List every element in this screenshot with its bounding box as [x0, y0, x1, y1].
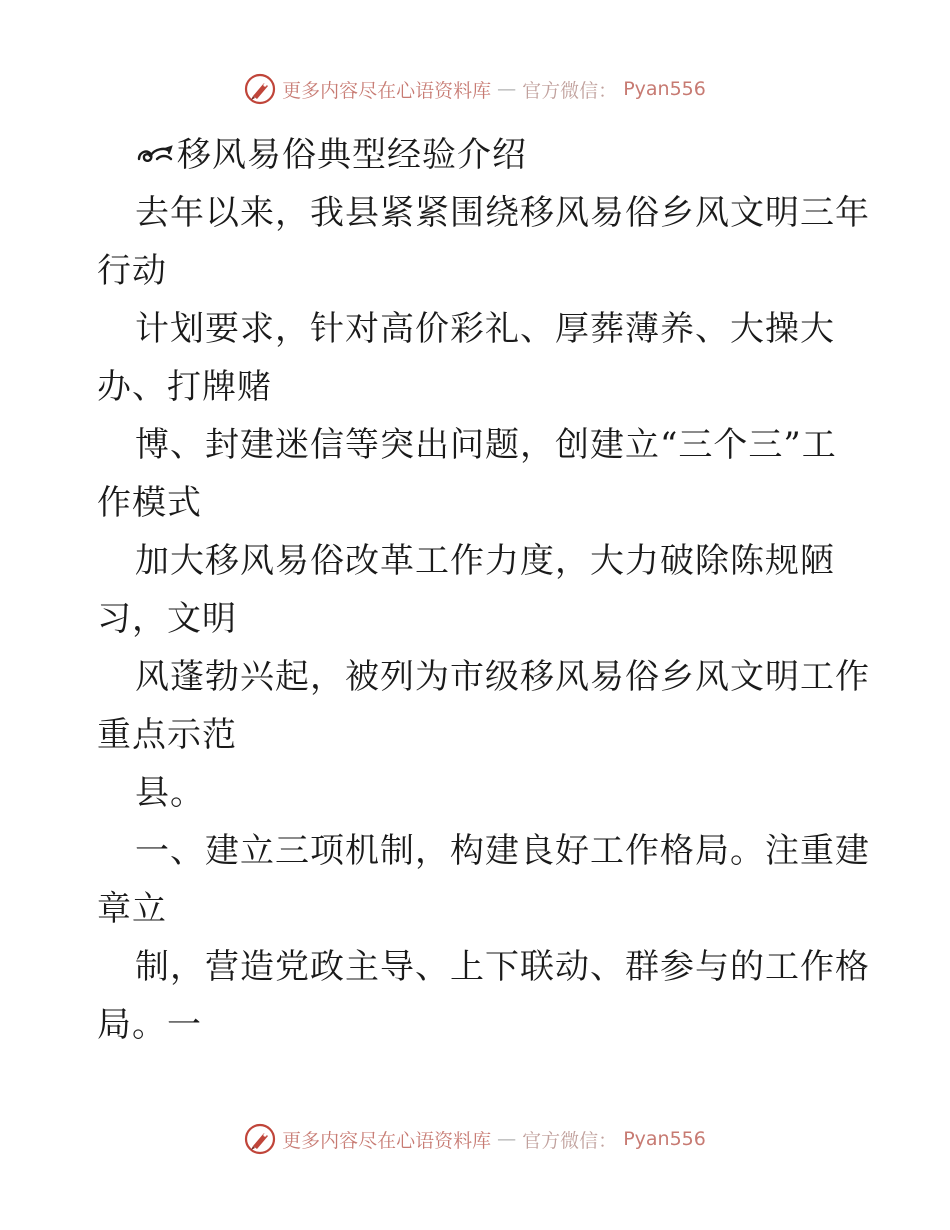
document-body — [97, 126, 870, 1054]
watermark-wechat-label: 官方微信： — [522, 79, 618, 102]
swirl-bullet-icon — [135, 141, 175, 169]
pen-logo-icon — [244, 1123, 276, 1155]
document-title: 移风易俗典型经验介绍 — [177, 135, 527, 175]
text-line: 局。一 — [97, 1005, 202, 1045]
text-line: 重点示范 — [97, 715, 237, 755]
text-line: 计划要求，针对高价彩礼、厚葬薄养、大操大 — [135, 309, 835, 349]
text-line: 博、封建迷信等突出问题，创建立“三个三”工 — [135, 425, 837, 465]
watermark-wechat-id: Pyan556 — [623, 1128, 706, 1150]
watermark-wechat-label: 官方微信： — [522, 1129, 618, 1152]
text-line: 章立 — [97, 889, 167, 929]
pen-logo-icon — [244, 73, 276, 105]
watermark-dash: — — [497, 1128, 517, 1150]
document-title-row — [97, 126, 867, 184]
paragraph-lines — [97, 184, 870, 1054]
watermark-wechat-id: Pyan556 — [623, 78, 706, 100]
text-line: 县。 — [135, 773, 205, 813]
text-line: 加大移风易俗改革工作力度，大力破除陈规陋 — [135, 541, 835, 581]
watermark-dash: — — [497, 78, 517, 100]
watermark-text: 更多内容尽在心语资料库 — [282, 79, 492, 102]
text-line: 习，文明 — [97, 599, 237, 639]
text-line: 制，营造党政主导、上下联动、群参与的工作格 — [135, 947, 870, 987]
header-watermark — [0, 71, 950, 107]
text-line: 作模式 — [97, 483, 202, 523]
watermark-text: 更多内容尽在心语资料库 — [282, 1129, 492, 1152]
footer-watermark — [0, 1121, 950, 1157]
text-line: 一、建立三项机制，构建良好工作格局。注重建 — [135, 831, 870, 871]
text-line: 风蓬勃兴起，被列为市级移风易俗乡风文明工作 — [135, 657, 870, 697]
text-line: 办、打牌赌 — [97, 367, 272, 407]
text-line: 去年以来，我县紧紧围绕移风易俗乡风文明三年 — [135, 193, 870, 233]
text-line: 行动 — [97, 251, 167, 291]
